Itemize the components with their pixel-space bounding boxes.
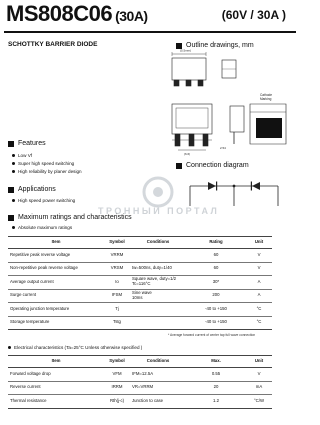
table-row: Non-repetitive peak reverse voltage VRSM tw=500ns, duty=1/40 60 V — [8, 262, 272, 276]
applications-heading: Applications — [8, 186, 56, 193]
header-rule — [4, 31, 296, 33]
square-bullet-icon — [8, 187, 14, 193]
dim-bottom-label: (6.6) — [184, 152, 191, 156]
max-ratings-heading: Maximum ratings and characteristics — [8, 214, 132, 221]
dim-top-label: (5.5mm) — [180, 48, 192, 53]
subtitle: SCHOTTKY BARRIER DIODE — [8, 41, 98, 48]
applications-list — [12, 196, 75, 204]
table-row: Surge current IFSM Sine wave 10ms 200 A — [8, 289, 272, 303]
table-row: Thermal resistance Rth(j-c) Junction to case 1.2 °C/W — [8, 395, 272, 409]
abs-max-table — [8, 236, 272, 330]
table-row: Forward voltage drop VFM IFM=12.5A 0.55 V — [8, 368, 272, 382]
footnote: * Average forward current of center tap full wave connection — [168, 333, 256, 337]
table-header-row: Item Symbol Conditions Rating Unit — [8, 237, 272, 249]
bullet-icon — [12, 154, 15, 157]
table-row: Reverse current IRRM VR=VRRM 20 mA — [8, 381, 272, 395]
watermark-logo — [132, 176, 184, 208]
table-row: Average output current Io Square wave, duty=1/2 Tc=116°C 30* A — [8, 276, 272, 290]
list-item: Low Vf — [12, 151, 82, 159]
table-row: Repetitive peak reverse voltage VRRM 60 V — [8, 249, 272, 263]
table-row: Operating junction temperature Tj -40 to +150 °C — [8, 303, 272, 317]
part-current: (30A) — [115, 8, 148, 24]
connection-diagram — [186, 174, 282, 210]
watermark-text: ТРОННЫЙ ПОРТАЛ — [98, 206, 220, 216]
bullet-icon — [12, 162, 15, 165]
table-header-row: Item Symbol Conditions Max. Unit — [8, 356, 272, 368]
cathode-label: Cathode — [260, 93, 273, 97]
bullet-icon — [8, 346, 11, 349]
table-row: Storage temperature Tstg -40 to +150 °C — [8, 316, 272, 330]
elec-table — [8, 355, 272, 409]
bullet-icon — [12, 199, 15, 202]
rating-label: (60V / 30A ) — [221, 8, 286, 22]
list-item: Super high speed switching — [12, 159, 82, 167]
abs-max-label: Absolute maximum ratings — [12, 223, 72, 231]
list-item: High reliability by planer design — [12, 167, 82, 175]
bullet-icon — [12, 226, 15, 229]
svg-text:Marking: Marking — [260, 97, 272, 101]
part-number: MS808C06 (30A) — [6, 1, 148, 26]
dim-pin-label: 2.54 — [220, 146, 226, 150]
square-bullet-icon — [8, 215, 14, 221]
list-item: High speed power switching — [12, 196, 75, 204]
outline-heading: Outline drawings, mm — [176, 42, 254, 49]
bullet-icon — [12, 170, 15, 173]
features-heading: Features — [8, 140, 46, 147]
features-list — [12, 151, 82, 175]
connection-heading: Connection diagram — [176, 162, 249, 169]
elec-heading: Electrical characteristics (Ta=25°C Unless otherwise specified ) — [8, 343, 142, 351]
outline-drawing — [164, 48, 296, 156]
square-bullet-icon — [176, 163, 182, 169]
square-bullet-icon — [8, 141, 14, 147]
